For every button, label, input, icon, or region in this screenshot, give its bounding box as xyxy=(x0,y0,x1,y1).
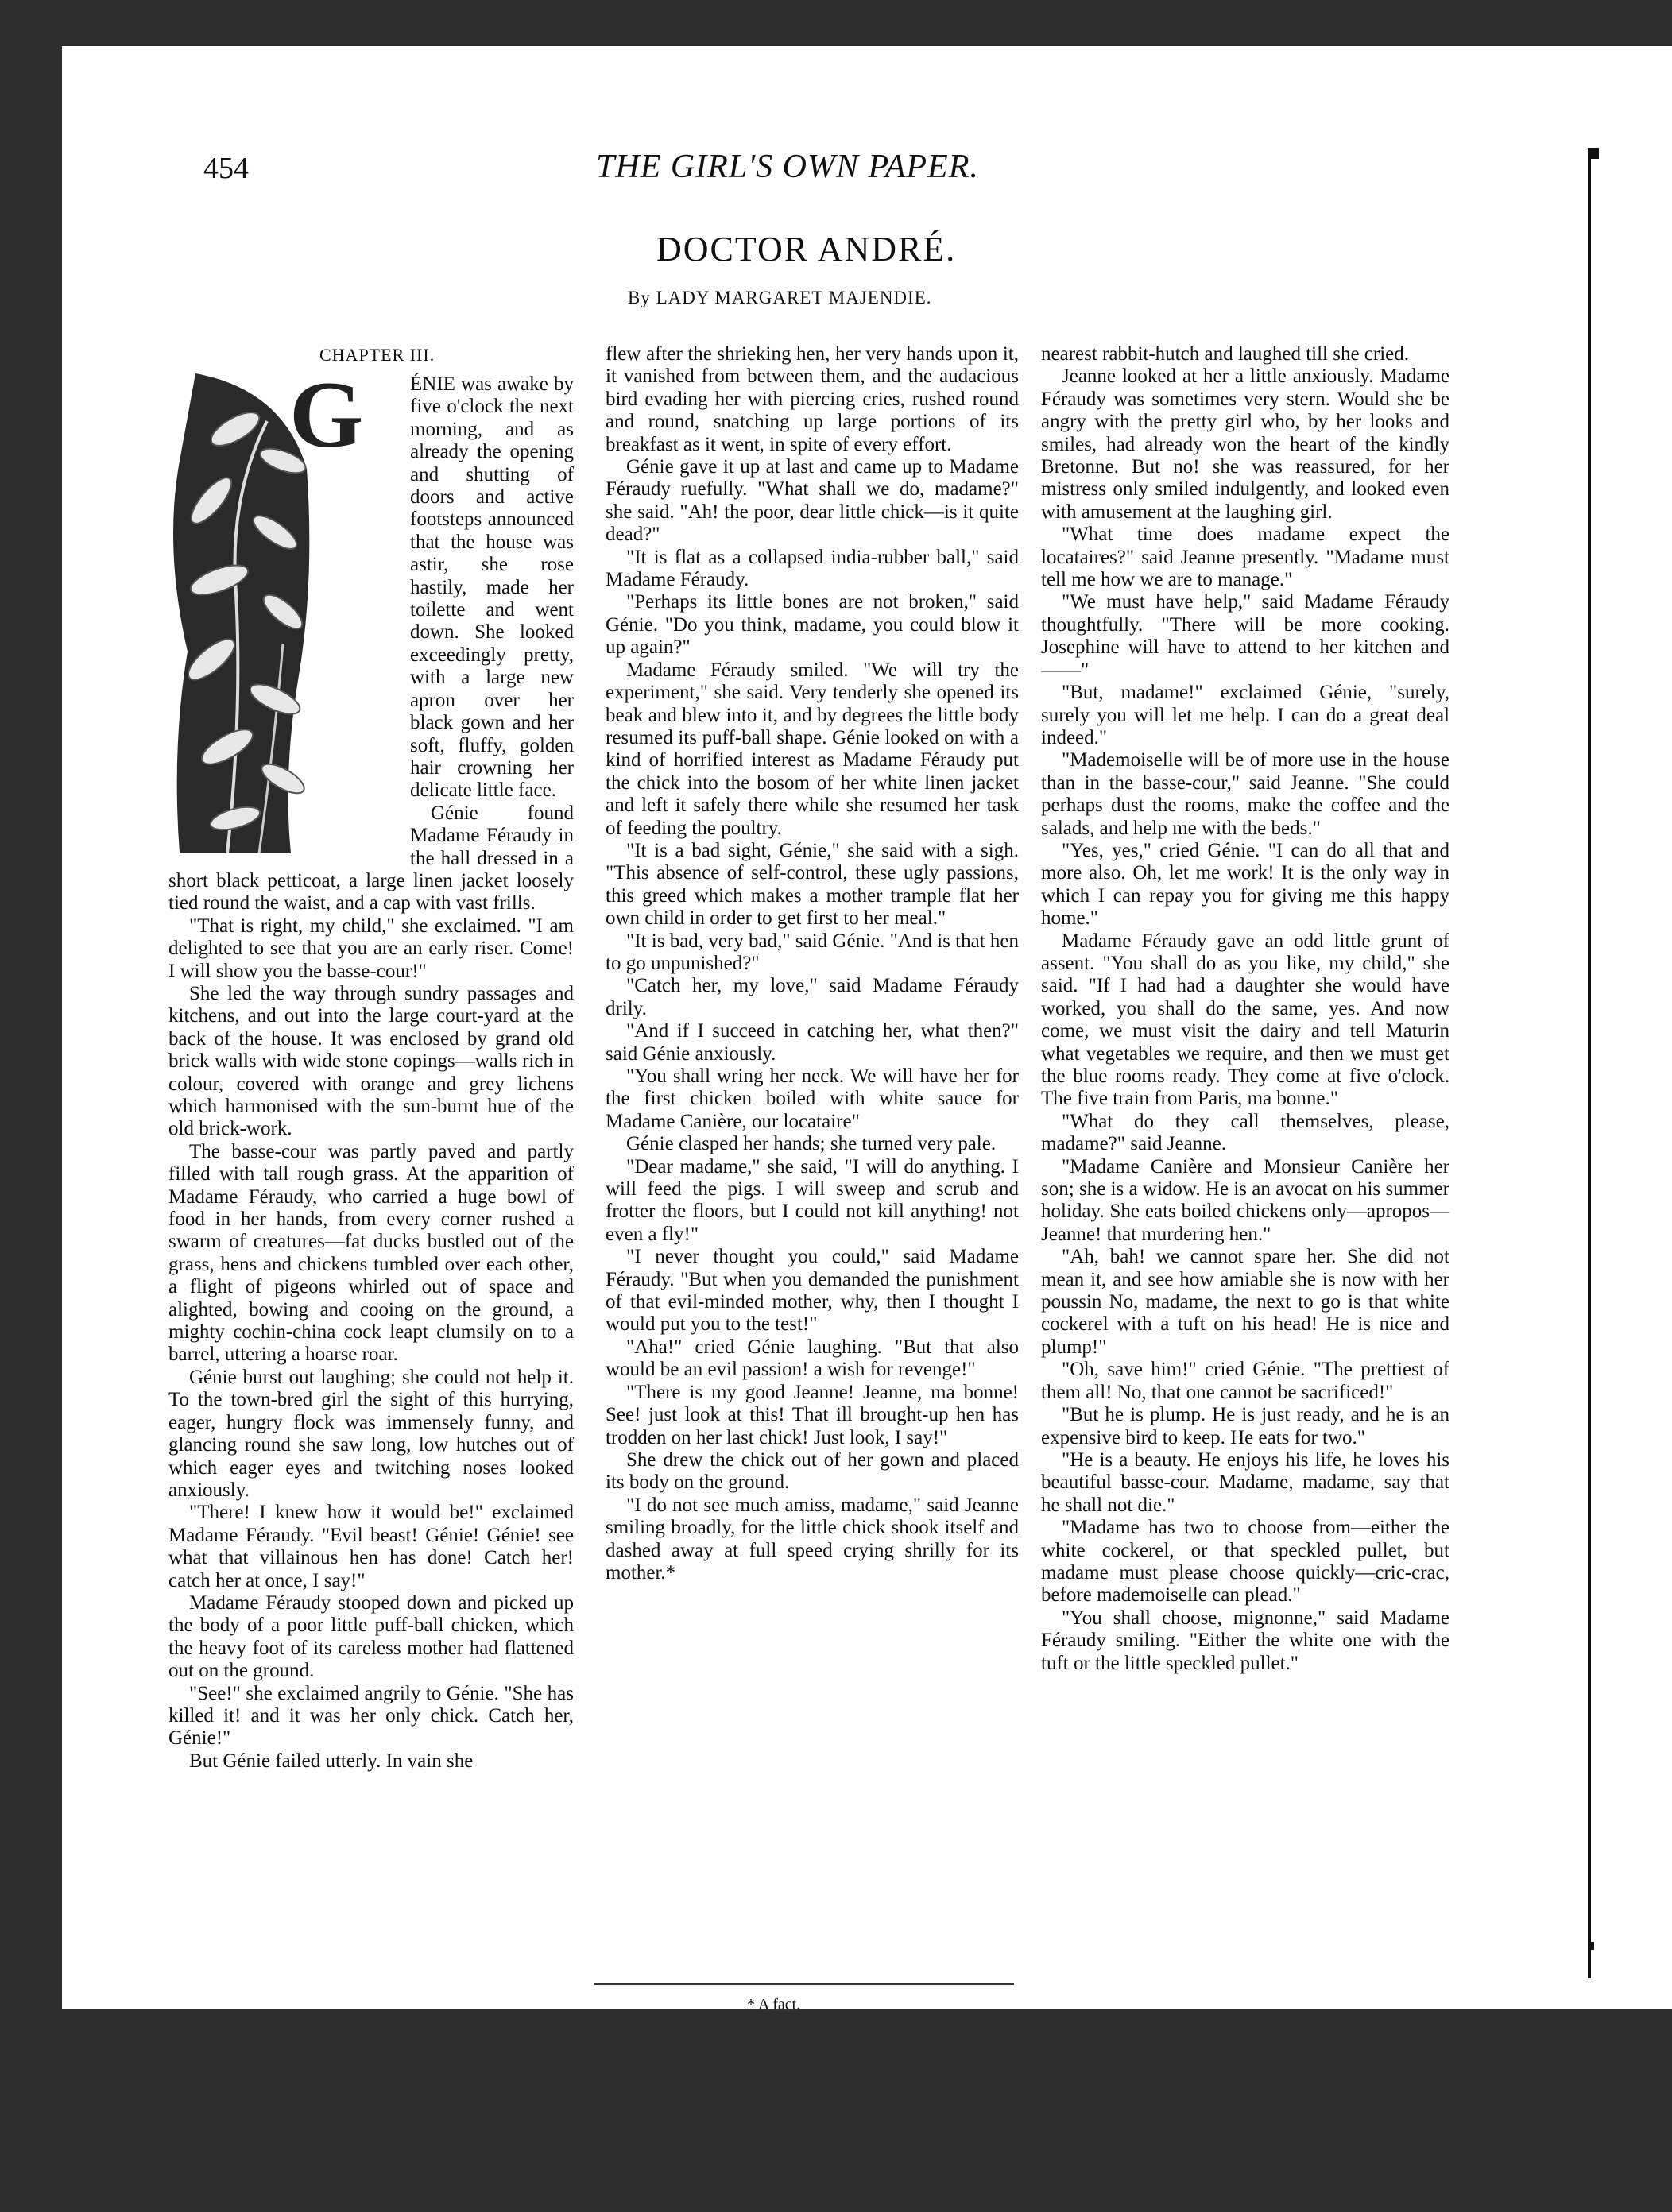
paragraph: Madame Féraudy smiled. "We will try the experiment," she said. Very tenderly she opened its beak and blew into it, and by degrees the little body resumed its puff-ball shape. Génie looked on with a kind of horrified interest as Madame Féraudy put the chick into the bosom of her white linen jacket and left it safely there while she resumed her task of feeding the poultry. xyxy=(606,659,1019,839)
scan-border-bottom xyxy=(62,2009,1672,2212)
paragraph: "Dear madame," she said, "I will do anything. I will feed the pigs. I will sweep and scrub and frotter the floors, but I could not kill anything! not even a fly!" xyxy=(606,1155,1019,1245)
paragraph: "And if I succeed in catching her, what then?" said Génie anxiously. xyxy=(606,1020,1019,1065)
paragraph: "Mademoiselle will be of more use in the house than in the basse-cour," said Jeanne. "She could perhaps dust the rooms, make the coffee and the salads, and help me with the beds." xyxy=(1041,749,1449,839)
paragraph: Génie burst out laughing; she could not help it. To the town-bred girl the sight of this hurrying, eager, hungry flock was immensely funny, and glancing round she saw long, low hutches out of which eager eyes and twitching noses looked anxiously. xyxy=(168,1366,574,1501)
paragraph: "You shall wring her neck. We will have her for the first chicken boiled with white sauce for Madame Canière, our locataire" xyxy=(606,1065,1019,1132)
paragraph: "Perhaps its little bones are not broken," said Génie. "Do you think, madame, you could blow it up again?" xyxy=(606,591,1019,659)
footnote: * A fact. xyxy=(747,1996,801,2013)
drop-cap-letter: G xyxy=(289,362,364,467)
paragraph: "There! I knew how it would be!" exclaimed Madame Féraudy. "Evil beast! Génie! Génie! see what that villainous hen has done! Catch her! catch her at once, I say!" xyxy=(168,1502,574,1591)
text-column-3 xyxy=(1041,343,1449,1675)
paragraph: "I do not see much amiss, madame," said Jeanne smiling broadly, for the little chick shook itself and dashed away at full speed crying shrilly for its mother.* xyxy=(606,1494,1019,1584)
paragraph: "It is a bad sight, Génie," she said with a sigh. "This absence of self-control, these ugly passions, this greed which makes a mother trample flat her own child in order to get first to her meal." xyxy=(606,839,1019,930)
paragraph: ÉNIE was awake by five o'clock the next morning, and as already the opening and shutting of doors and active footsteps announced that the house was astir, she rose hastily, made her toilette and went down. She looked exceedingly pretty, with a large new apron over her black gown and her soft, fluffy, golden hair crowning her delicate little face. xyxy=(410,373,574,802)
byline: By LADY MARGARET MAJENDIE. xyxy=(628,288,932,307)
paragraph: She drew the chick out of her gown and placed its body on the ground. xyxy=(606,1448,1019,1494)
binding-line xyxy=(1588,151,1591,1978)
paragraph: "Aha!" cried Génie laughing. "But that also would be an evil passion! a wish for revenge!" xyxy=(606,1336,1019,1381)
page-number: 454 xyxy=(203,152,249,185)
paragraph: But Génie failed utterly. In vain she xyxy=(189,1750,474,1772)
paragraph: Génie found Madame Féraudy in the hall dressed in a short black petticoat, a large linen jacket loosely tied round the waist, and a cap with vast frills. xyxy=(168,802,574,915)
text-column-2 xyxy=(606,343,1019,1584)
paragraph: "What do they call themselves, please, madame?" said Jeanne. xyxy=(1041,1110,1449,1155)
paragraph: "Catch her, my love," said Madame Féraudy drily. xyxy=(606,975,1019,1019)
paragraph: "Oh, save him!" cried Génie. "The prettiest of them all! No, that one cannot be sacrificed!" xyxy=(1041,1359,1449,1403)
paragraph: The basse-cour was partly paved and partly filled with tall rough grass. At the apparition of Madame Féraudy, who carried a huge bowl of food in her hands, from every corner rushed a swarm of creatures—fat ducks bustled out of the grass, hens and chickens tumbled over each other, a flight of pigeons whirled out of space and alighted, bowing and cooing on the ground, a mighty cochin-china cock leapt clumsily on to a barrel, uttering a hoarse roar. xyxy=(168,1140,574,1366)
paragraph: "That is right, my child," she exclaimed. "I am delighted to see that you are an early riser. Come! I will show you the basse-cour!" xyxy=(168,915,574,982)
paragraph: Madame Féraudy stooped down and picked up the body of a poor little puff-ball chicken, which the heavy foot of its careless mother had flattened out on the ground. xyxy=(168,1591,574,1682)
paragraph: She led the way through sundry passages and kitchens, and out into the large court-yard at the back of the house. It was enclosed by grand old brick walls with wide stone copings—walls rich in colour, covered with orange and grey lichens which harmonised with the sun-burnt hue of the old brick-work. xyxy=(168,982,574,1140)
chapter-heading: CHAPTER III. xyxy=(319,345,435,365)
paragraph: "But, madame!" exclaimed Génie, "surely, surely you will let me help. I can do a great deal indeed." xyxy=(1041,682,1449,748)
article-title: DOCTOR ANDRÉ. xyxy=(656,230,957,269)
adjacent-page-edge xyxy=(1593,46,1672,2009)
paragraph: flew after the shrieking hen, her very hands upon it, it vanished from between them, and the audacious bird evading her with piercing cries, rushed round and round, snatching up large portions of its breakfast as it went, in spite of every effort. xyxy=(606,343,1019,455)
paragraph: "It is bad, very bad," said Génie. "And is that hen to go unpunished?" xyxy=(606,930,1019,974)
paragraph: Jeanne looked at her a little anxiously. Madame Féraudy was sometimes very stern. Would she be angry with the pretty girl who, by her looks and smiles, had already won the heart of the kindly Bretonne. But no! she was reassured, for her mistress only smiled indulgently, and looked even with amusement at the laughing girl. xyxy=(1041,365,1449,523)
paragraph: nearest rabbit-hutch and laughed till she cried. xyxy=(1041,343,1410,365)
paragraph: "I never thought you could," said Madame Féraudy. "But when you demanded the punishment of that evil-minded mother, why, then I thought I would put you to the test!" xyxy=(606,1246,1019,1336)
scan-border-left xyxy=(0,0,62,2212)
text-column-1 xyxy=(168,343,574,1773)
paragraph: "But he is plump. He is just ready, and he is an expensive bird to keep. He eats for two." xyxy=(1041,1404,1449,1448)
running-head: THE GIRL'S OWN PAPER. xyxy=(596,149,979,185)
paragraph: "Madame Canière and Monsieur Canière her son; she is a widow. He is an avocat on his summer holiday. She eats boiled chickens only—apropos—Jeanne! that murdering hen." xyxy=(1041,1155,1449,1245)
paragraph: "Ah, bah! we cannot spare her. She did not mean it, and see how amiable she is now with her poussin No, madame, the next to go is that white cockerel with a tuft on his head! He is nice and plump!" xyxy=(1041,1246,1449,1358)
paragraph: "You shall choose, mignonne," said Madame Féraudy smiling. "Either the white one with the tuft or the little speckled pullet." xyxy=(1041,1607,1449,1674)
paragraph: "What time does madame expect the locataires?" said Jeanne presently. "Madame must tell me how we are to manage." xyxy=(1041,524,1449,591)
footnote-rule xyxy=(594,1983,1014,1985)
paragraph: Madame Féraudy gave an odd little grunt of assent. "You shall do as you like, my child," she said. "If I had had a daughter she would have worked, you shall do the same, yes. And now come, we must visit the dairy and tell Maturin what vegetables we require, and then we must get the blue rooms ready. They come at five o'clock. The five train from Paris, ma bonne." xyxy=(1041,930,1449,1110)
paragraph: "He is a beauty. He enjoys his life, he loves his beautiful basse-cour. Madame, madame, say that he shall not die." xyxy=(1041,1448,1449,1516)
paragraph: "See!" she exclaimed angrily to Génie. "She has killed it! and it was her only chick. Catch her, Génie!" xyxy=(168,1682,574,1750)
paragraph: "It is flat as a collapsed india-rubber ball," said Madame Féraudy. xyxy=(606,546,1019,591)
paragraph: Génie clasped her hands; she turned very pale. xyxy=(626,1133,997,1155)
paragraph: "We must have help," said Madame Féraudy thoughtfully. "There will be more cooking. Josephine will have to attend to her kitchen and——" xyxy=(1041,591,1449,681)
foliage-illustration xyxy=(164,373,404,853)
scan-border-top xyxy=(0,0,1672,46)
paragraph: Génie gave it up at last and came up to Madame Féraudy ruefully. "What shall we do, madame?" she said. "Ah! the poor, dear little chick—is it quite dead?" xyxy=(606,456,1019,546)
paragraph: "Yes, yes," cried Génie. "I can do all that and more also. Oh, let me work! It is the only way in which I can repay you for giving me this happy home." xyxy=(1041,839,1449,930)
paragraph: "There is my good Jeanne! Jeanne, ma bonne! See! just look at this! That ill brought-up hen has trodden on her last chick! Just look, I say!" xyxy=(606,1381,1019,1448)
drop-cap-illustration xyxy=(164,362,404,853)
paragraph: "Madame has two to choose from—either the white cockerel, or that speckled pullet, but madame must please choose quickly—cric-crac, before mademoiselle can plead." xyxy=(1041,1517,1449,1607)
